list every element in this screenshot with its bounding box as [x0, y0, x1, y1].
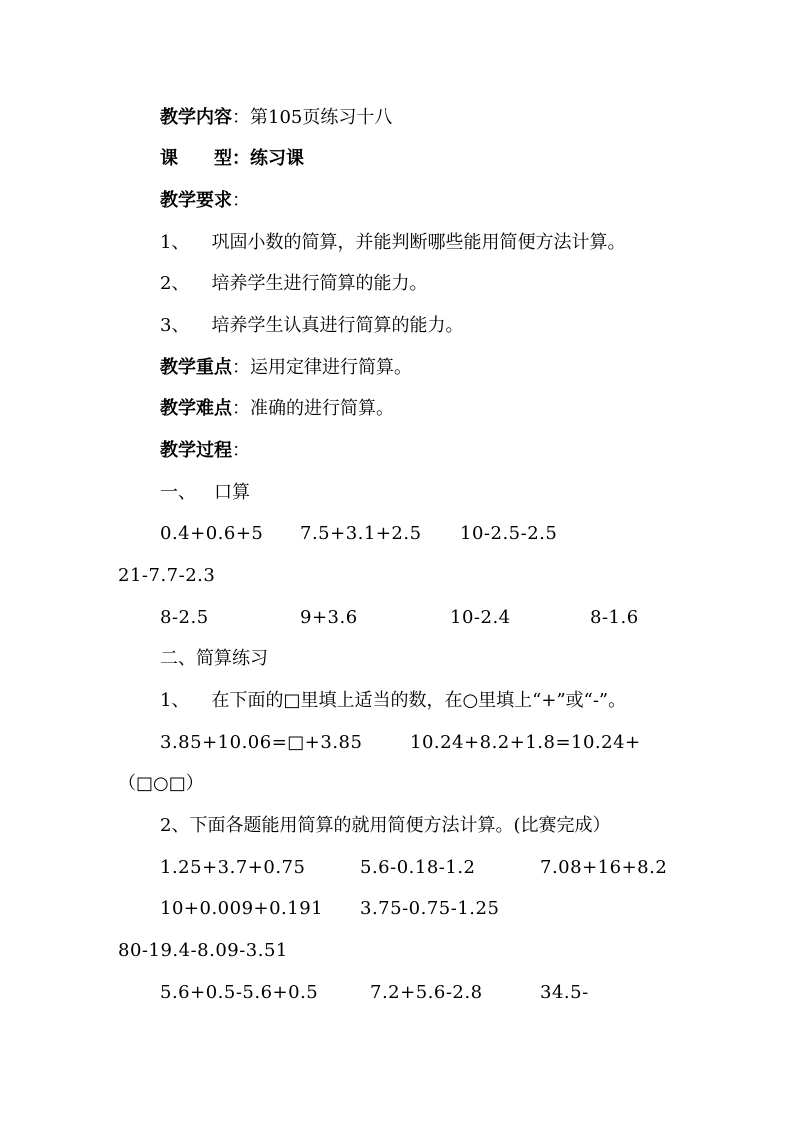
oral-calc-expr: 9+3.6 — [300, 607, 358, 628]
difficulties-value: ：准确的进行简算。 — [232, 398, 394, 419]
simplify-expr: 34.5- — [540, 982, 589, 1003]
requirements-heading — [160, 189, 250, 213]
fill-blank-expr: （□○□） — [118, 773, 204, 794]
oral-calc-expr: 0.4+0.6+5 — [160, 523, 264, 544]
requirement-text: 培养学生认真进行简算的能力。 — [211, 315, 464, 336]
requirement-item — [160, 231, 625, 255]
question-text: 在下面的□里填上适当的数，在○里填上“+”或“-”。 — [211, 690, 627, 711]
lesson-type-label: 课 型 — [160, 148, 232, 169]
section-two-title: 二、简算练习 — [160, 648, 268, 669]
requirements-colon: ： — [232, 190, 250, 211]
section-one-title — [160, 481, 250, 505]
simplify-expr: 80-19.4-8.09-3.51 — [118, 940, 288, 961]
oral-calc-expr: 8-1.6 — [590, 607, 639, 628]
fill-blank-expr: 3.85+10.06=□+3.85 — [160, 732, 363, 753]
requirement-text: 巩固小数的简算，并能判断哪些能用简便方法计算。 — [211, 232, 626, 253]
key-points-value: ：运用定律进行简算。 — [232, 357, 412, 378]
requirement-text: 培养学生进行简算的能力。 — [211, 273, 428, 294]
process-colon: ： — [232, 440, 250, 461]
simplify-expr: 5.6-0.18-1.2 — [360, 857, 476, 878]
simplify-expr: 10+0.009+0.191 — [160, 898, 324, 919]
teaching-content-label: 教学内容 — [160, 107, 232, 128]
oral-calc-expr: 7.5+3.1+2.5 — [300, 523, 422, 544]
difficulties-line — [160, 397, 394, 421]
requirement-item — [160, 314, 463, 338]
process-label: 教学过程 — [160, 440, 232, 461]
oral-calc-expr: 21-7.7-2.3 — [118, 565, 216, 586]
section-title: 口算 — [214, 482, 250, 503]
requirements-label: 教学要求 — [160, 190, 232, 211]
oral-calc-expr: 10-2.5-2.5 — [460, 523, 558, 544]
question-number: 1、 — [160, 690, 190, 711]
simplify-expr: 5.6+0.5-5.6+0.5 — [160, 982, 319, 1003]
simplify-expr: 3.75-0.75-1.25 — [360, 898, 500, 919]
difficulties-label: 教学难点 — [160, 398, 232, 419]
question-two: 2、下面各题能用简算的就用简便方法计算。(比赛完成） — [160, 815, 611, 836]
simplify-expr: 1.25+3.7+0.75 — [160, 857, 306, 878]
section-number: 一、 — [160, 482, 196, 503]
process-heading — [160, 439, 250, 463]
simplify-expr: 7.2+5.6-2.8 — [370, 982, 483, 1003]
question-one — [160, 689, 626, 713]
fill-blank-expr: 10.24+8.2+1.8=10.24+ — [410, 732, 641, 753]
requirement-item — [160, 272, 427, 296]
oral-calc-expr: 10-2.4 — [450, 607, 511, 628]
requirement-number: 2、 — [160, 273, 190, 294]
lesson-type-value: ：练习课 — [232, 148, 304, 169]
requirement-number: 1、 — [160, 232, 190, 253]
oral-calc-expr: 8-2.5 — [160, 607, 209, 628]
teaching-content-line — [160, 106, 392, 130]
key-points-label: 教学重点 — [160, 357, 232, 378]
lesson-type-line — [160, 147, 304, 171]
key-points-line — [160, 356, 412, 380]
requirement-number: 3、 — [160, 315, 190, 336]
simplify-expr: 7.08+16+8.2 — [540, 857, 668, 878]
teaching-content-value: ：第105页练习十八 — [232, 107, 393, 128]
